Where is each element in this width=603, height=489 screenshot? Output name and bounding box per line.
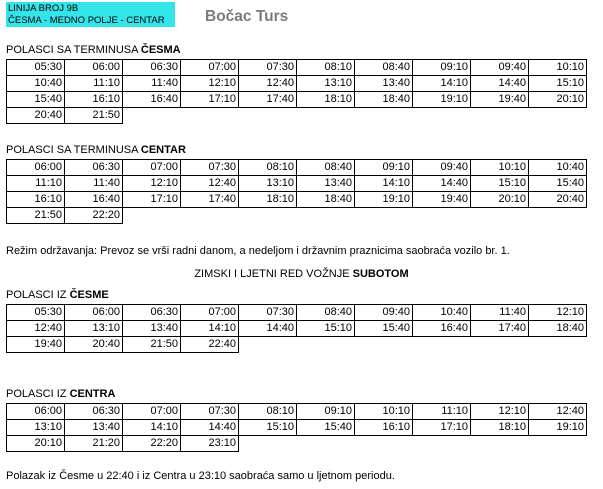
departure-time: 15:40 [355, 321, 413, 337]
timetable-saturday-cesma [6, 304, 587, 353]
departure-time: 10:10 [529, 60, 587, 76]
departure-time: 05:30 [7, 305, 65, 321]
empty-cell [471, 208, 529, 224]
table-row [7, 404, 587, 420]
departure-time: 08:10 [239, 160, 297, 176]
departure-time: 15:10 [471, 176, 529, 192]
departure-time: 07:30 [239, 305, 297, 321]
departure-time: 08:40 [297, 160, 355, 176]
table-row [7, 176, 587, 192]
table-row [7, 420, 587, 436]
empty-cell [355, 436, 413, 452]
empty-cell [297, 337, 355, 353]
departure-time: 15:10 [529, 76, 587, 92]
departure-time: 17:40 [181, 192, 239, 208]
empty-cell [413, 436, 471, 452]
departure-time: 09:10 [355, 160, 413, 176]
departure-time: 11:10 [413, 404, 471, 420]
empty-cell [355, 208, 413, 224]
departure-time: 10:40 [413, 305, 471, 321]
table-row [7, 160, 587, 176]
table-row [7, 321, 587, 337]
departure-time: 17:40 [239, 92, 297, 108]
timetable-weekday-centar [6, 159, 587, 224]
departure-time: 07:00 [181, 305, 239, 321]
departure-time: 19:40 [471, 92, 529, 108]
departure-time: 14:40 [181, 420, 239, 436]
departure-time: 13:10 [239, 176, 297, 192]
empty-cell [471, 108, 529, 124]
heading-weekday-centar: POLASCI SA TERMINUSA CENTAR [6, 144, 186, 156]
departure-time: 12:10 [471, 404, 529, 420]
departure-time: 13:10 [7, 420, 65, 436]
departure-time: 17:10 [181, 92, 239, 108]
departure-time: 21:50 [65, 108, 123, 124]
departure-time: 14:10 [355, 176, 413, 192]
empty-cell [529, 337, 587, 353]
departure-time: 22:20 [65, 208, 123, 224]
empty-cell [297, 208, 355, 224]
timetable-weekday-cesma [6, 59, 587, 124]
departure-time: 16:40 [123, 92, 181, 108]
departure-time: 18:10 [471, 420, 529, 436]
departure-time: 10:10 [471, 160, 529, 176]
departure-time: 08:10 [297, 60, 355, 76]
departure-time: 09:40 [355, 305, 413, 321]
departure-time: 16:10 [355, 420, 413, 436]
empty-cell [123, 208, 181, 224]
departure-time: 17:40 [471, 321, 529, 337]
line-badge [6, 2, 175, 27]
empty-cell [529, 436, 587, 452]
departure-time: 06:00 [65, 60, 123, 76]
regime-note: Režim održavanja: Prevoz se vrši radni danom, a nedeljom i državnim praznicima saobraća vozilo br. 1. [6, 245, 510, 257]
departure-time: 08:40 [355, 60, 413, 76]
table-row [7, 337, 587, 353]
empty-cell [355, 337, 413, 353]
departure-time: 19:40 [7, 337, 65, 353]
departure-time: 12:40 [181, 176, 239, 192]
heading-weekday-cesma: POLASCI SA TERMINUSA ČESMA [6, 44, 181, 56]
departure-time: 06:00 [65, 305, 123, 321]
departure-time: 19:10 [413, 92, 471, 108]
departure-time: 11:40 [123, 76, 181, 92]
departure-time: 09:10 [297, 404, 355, 420]
departure-time: 07:30 [181, 160, 239, 176]
departure-time: 21:50 [123, 337, 181, 353]
route-name: ČESMA - MEDNO POLJE - CENTAR [8, 14, 165, 26]
departure-time: 17:10 [123, 192, 181, 208]
empty-cell [297, 108, 355, 124]
departure-time: 10:40 [7, 76, 65, 92]
departure-time: 18:10 [239, 192, 297, 208]
table-row [7, 436, 587, 452]
empty-cell [413, 208, 471, 224]
departure-time: 14:10 [123, 420, 181, 436]
departure-time: 11:40 [65, 176, 123, 192]
departure-time: 07:00 [123, 160, 181, 176]
empty-cell [529, 108, 587, 124]
departure-time: 14:40 [471, 76, 529, 92]
departure-time: 06:30 [65, 404, 123, 420]
departure-time: 09:10 [413, 60, 471, 76]
departure-time: 14:40 [413, 176, 471, 192]
empty-cell [239, 436, 297, 452]
departure-time: 11:10 [7, 176, 65, 192]
departure-time: 05:30 [7, 60, 65, 76]
departure-time: 06:00 [7, 160, 65, 176]
departure-time: 20:10 [471, 192, 529, 208]
empty-cell [239, 337, 297, 353]
departure-time: 13:10 [65, 321, 123, 337]
departure-time: 20:10 [7, 436, 65, 452]
departure-time: 14:40 [239, 321, 297, 337]
departure-time: 15:10 [297, 321, 355, 337]
departure-time: 18:40 [297, 192, 355, 208]
departure-time: 23:10 [181, 436, 239, 452]
company-name: Bočac Turs [205, 8, 289, 25]
empty-cell [181, 108, 239, 124]
table-row [7, 76, 587, 92]
departure-time: 12:40 [239, 76, 297, 92]
departure-time: 13:40 [123, 321, 181, 337]
empty-cell [471, 337, 529, 353]
departure-time: 09:40 [471, 60, 529, 76]
departure-time: 16:40 [413, 321, 471, 337]
departure-time: 13:40 [355, 76, 413, 92]
departure-time: 16:40 [65, 192, 123, 208]
empty-cell [413, 108, 471, 124]
table-row [7, 208, 587, 224]
timetable-saturday-centar [6, 403, 587, 452]
departure-time: 20:40 [65, 337, 123, 353]
departure-time: 12:10 [123, 176, 181, 192]
departure-time: 16:10 [65, 92, 123, 108]
departure-time: 18:40 [355, 92, 413, 108]
departure-time: 13:40 [297, 176, 355, 192]
departure-time: 22:20 [123, 436, 181, 452]
departure-time: 14:10 [413, 76, 471, 92]
empty-cell [239, 108, 297, 124]
departure-time: 15:40 [7, 92, 65, 108]
empty-cell [355, 108, 413, 124]
departure-time: 12:10 [529, 305, 587, 321]
departure-time: 17:10 [413, 420, 471, 436]
line-number: LINIJA BROJ 9B [8, 3, 79, 14]
departure-time: 10:40 [529, 160, 587, 176]
departure-time: 06:30 [123, 60, 181, 76]
heading-saturday-cesma: POLASCI IZ ČESME [6, 289, 109, 301]
departure-time: 11:40 [471, 305, 529, 321]
departure-time: 20:10 [529, 92, 587, 108]
saturday-title: ZIMSKI I LJETNI RED VOŽNJE SUBOTOM [194, 268, 409, 280]
departure-time: 19:10 [355, 192, 413, 208]
departure-time: 21:50 [7, 208, 65, 224]
empty-cell [297, 436, 355, 452]
departure-time: 07:30 [181, 404, 239, 420]
departure-time: 19:10 [529, 420, 587, 436]
table-row [7, 92, 587, 108]
departure-time: 07:00 [123, 404, 181, 420]
empty-cell [239, 208, 297, 224]
table-row [7, 305, 587, 321]
empty-cell [471, 436, 529, 452]
departure-time: 15:40 [529, 176, 587, 192]
departure-time: 12:40 [7, 321, 65, 337]
departure-time: 12:40 [529, 404, 587, 420]
departure-time: 21:20 [65, 436, 123, 452]
departure-time: 11:10 [65, 76, 123, 92]
departure-time: 12:10 [181, 76, 239, 92]
empty-cell [123, 108, 181, 124]
departure-time: 15:10 [239, 420, 297, 436]
departure-time: 20:40 [529, 192, 587, 208]
departure-time: 22:40 [181, 337, 239, 353]
table-row [7, 108, 587, 124]
departure-time: 19:40 [413, 192, 471, 208]
departure-time: 14:10 [181, 321, 239, 337]
heading-saturday-centar: POLASCI IZ CENTRA [6, 388, 116, 400]
empty-cell [529, 208, 587, 224]
departure-time: 15:40 [297, 420, 355, 436]
departure-time: 06:30 [123, 305, 181, 321]
departure-time: 08:10 [239, 404, 297, 420]
departure-time: 07:30 [239, 60, 297, 76]
departure-time: 13:10 [297, 76, 355, 92]
departure-time: 10:10 [355, 404, 413, 420]
empty-cell [181, 208, 239, 224]
departure-time: 13:40 [65, 420, 123, 436]
departure-time: 18:10 [297, 92, 355, 108]
departure-time: 07:00 [181, 60, 239, 76]
departure-time: 06:00 [7, 404, 65, 420]
table-row [7, 60, 587, 76]
departure-time: 16:10 [7, 192, 65, 208]
departure-time: 09:40 [413, 160, 471, 176]
departure-time: 18:40 [529, 321, 587, 337]
table-row [7, 192, 587, 208]
departure-time: 20:40 [7, 108, 65, 124]
empty-cell [413, 337, 471, 353]
footer-note: Polazak iz Česme u 22:40 i iz Centra u 23:10 saobraća samo u ljetnom periodu. [6, 470, 395, 482]
departure-time: 06:30 [65, 160, 123, 176]
departure-time: 08:40 [297, 305, 355, 321]
